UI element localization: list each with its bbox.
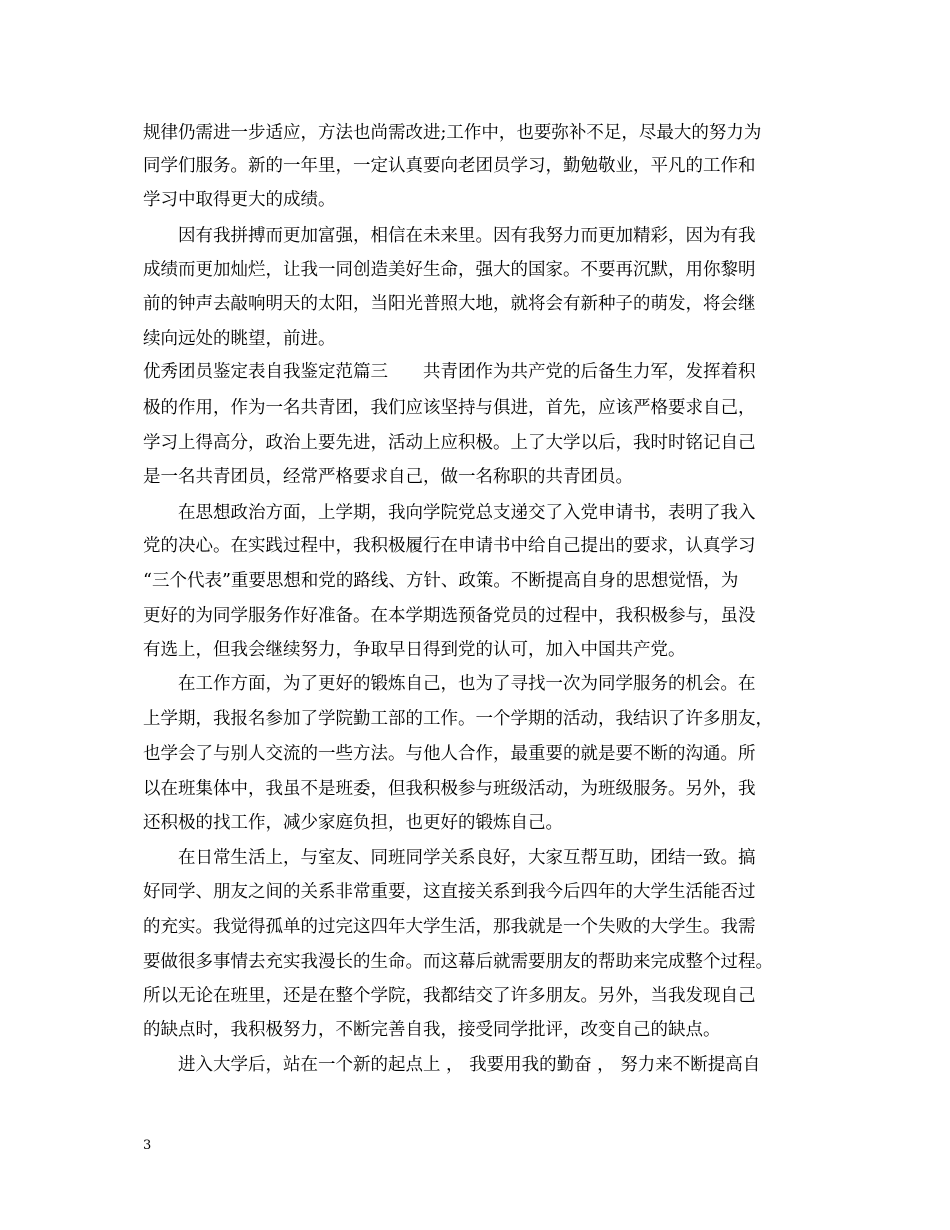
- text-line: 更好的为同学服务作好准备。在本学期选预备党员的过程中，我积极参与，虽没: [143, 606, 756, 626]
- text-line: 党的决心。在实践过程中，我积极履行在申请书中给自己提出的要求，认真学习: [143, 536, 756, 556]
- text-line: 因有我拼搏而更加富强，相信在未来里。因有我努力而更加精彩，因为有我: [143, 226, 756, 246]
- text-line: 以在班集体中，我虽不是班委，但我积极参与班级活动，为班级服务。另外，我: [143, 779, 756, 799]
- text-line: 规律仍需进一步适应，方法也尚需改进;工作中，也要弥补不足，尽最大的努力为: [143, 123, 762, 143]
- page-number: 3: [143, 1138, 152, 1153]
- text-line: 续向远处的眺望，前进。: [143, 329, 336, 349]
- text-line: 前的钟声去敲响明天的太阳，当阳光普照大地，就将会有新种子的萌发，将会继: [143, 294, 756, 314]
- text-line: 有选上，但我会继续努力，争取早日得到党的认可，加入中国共产党。: [143, 640, 686, 660]
- text-line: 在思想政治方面，上学期，我向学院党总支递交了入党申请书，表明了我入: [143, 503, 756, 523]
- text-line: 还积极的找工作，减少家庭负担，也更好的锻炼自己。: [143, 813, 563, 833]
- text-line: 也学会了与别人交流的一些方法。与他人合作，最重要的就是要不断的沟通。所: [143, 744, 756, 764]
- text-line: 同学们服务。新的一年里，一定认真要向老团员学习，勤勉敬业，平凡的工作和: [143, 156, 756, 176]
- text-line: 的缺点时，我积极努力，不断完善自我，接受同学批评，改变自己的缺点。: [143, 1020, 721, 1040]
- text-line: 好同学、朋友之间的关系非常重要，这直接关系到我今后四年的大学生活能否过: [143, 882, 756, 902]
- text-line: 优秀团员鉴定表自我鉴定范篇三 共青团作为共产党的后备生力军，发挥着积: [143, 362, 756, 382]
- text-line: 成绩而更加灿烂，让我一同创造美好生命，强大的国家。不要再沉默，用你黎明: [143, 260, 756, 280]
- text-line: 学习上得高分，政治上要先进，活动上应积极。上了大学以后，我时时铭记自己: [143, 433, 756, 453]
- text-line: 极的作用，作为一名共青团，我们应该坚持与俱进，首先，应该严格要求自己，: [143, 398, 756, 418]
- text-line: 上学期，我报名参加了学院勤工部的工作。一个学期的活动，我结识了许多朋友，: [143, 709, 773, 729]
- text-line: “三个代表”重要思想和党的路线、方针、政策。不断提高自身的思想觉悟，为: [143, 571, 739, 591]
- text-line: 所以无论在班里，还是在整个学院，我都结交了许多朋友。另外，当我发现自己: [143, 986, 756, 1006]
- text-line: 是一名共青团员，经常严格要求自己，做一名称职的共青团员。: [143, 467, 633, 487]
- text-line: 进入大学后，站在一个新的起点上 ， 我要用我的勤奋 ， 努力来不断提高自: [143, 1055, 761, 1075]
- text-line: 学习中取得更大的成绩。: [143, 190, 336, 210]
- text-line: 要做很多事情去充实我漫长的生命。而这幕后就需要朋友的帮助来完成整个过程。: [143, 952, 773, 972]
- text-line: 在日常生活上，与室友、同班同学关系良好，大家互帮互助，团结一致。搞: [143, 848, 756, 868]
- text-line: 的充实。我觉得孤单的过完这四年大学生活，那我就是一个失败的大学生。我需: [143, 917, 756, 937]
- text-line: 在工作方面，为了更好的锻炼自己，也为了寻找一次为同学服务的机会。在: [143, 674, 756, 694]
